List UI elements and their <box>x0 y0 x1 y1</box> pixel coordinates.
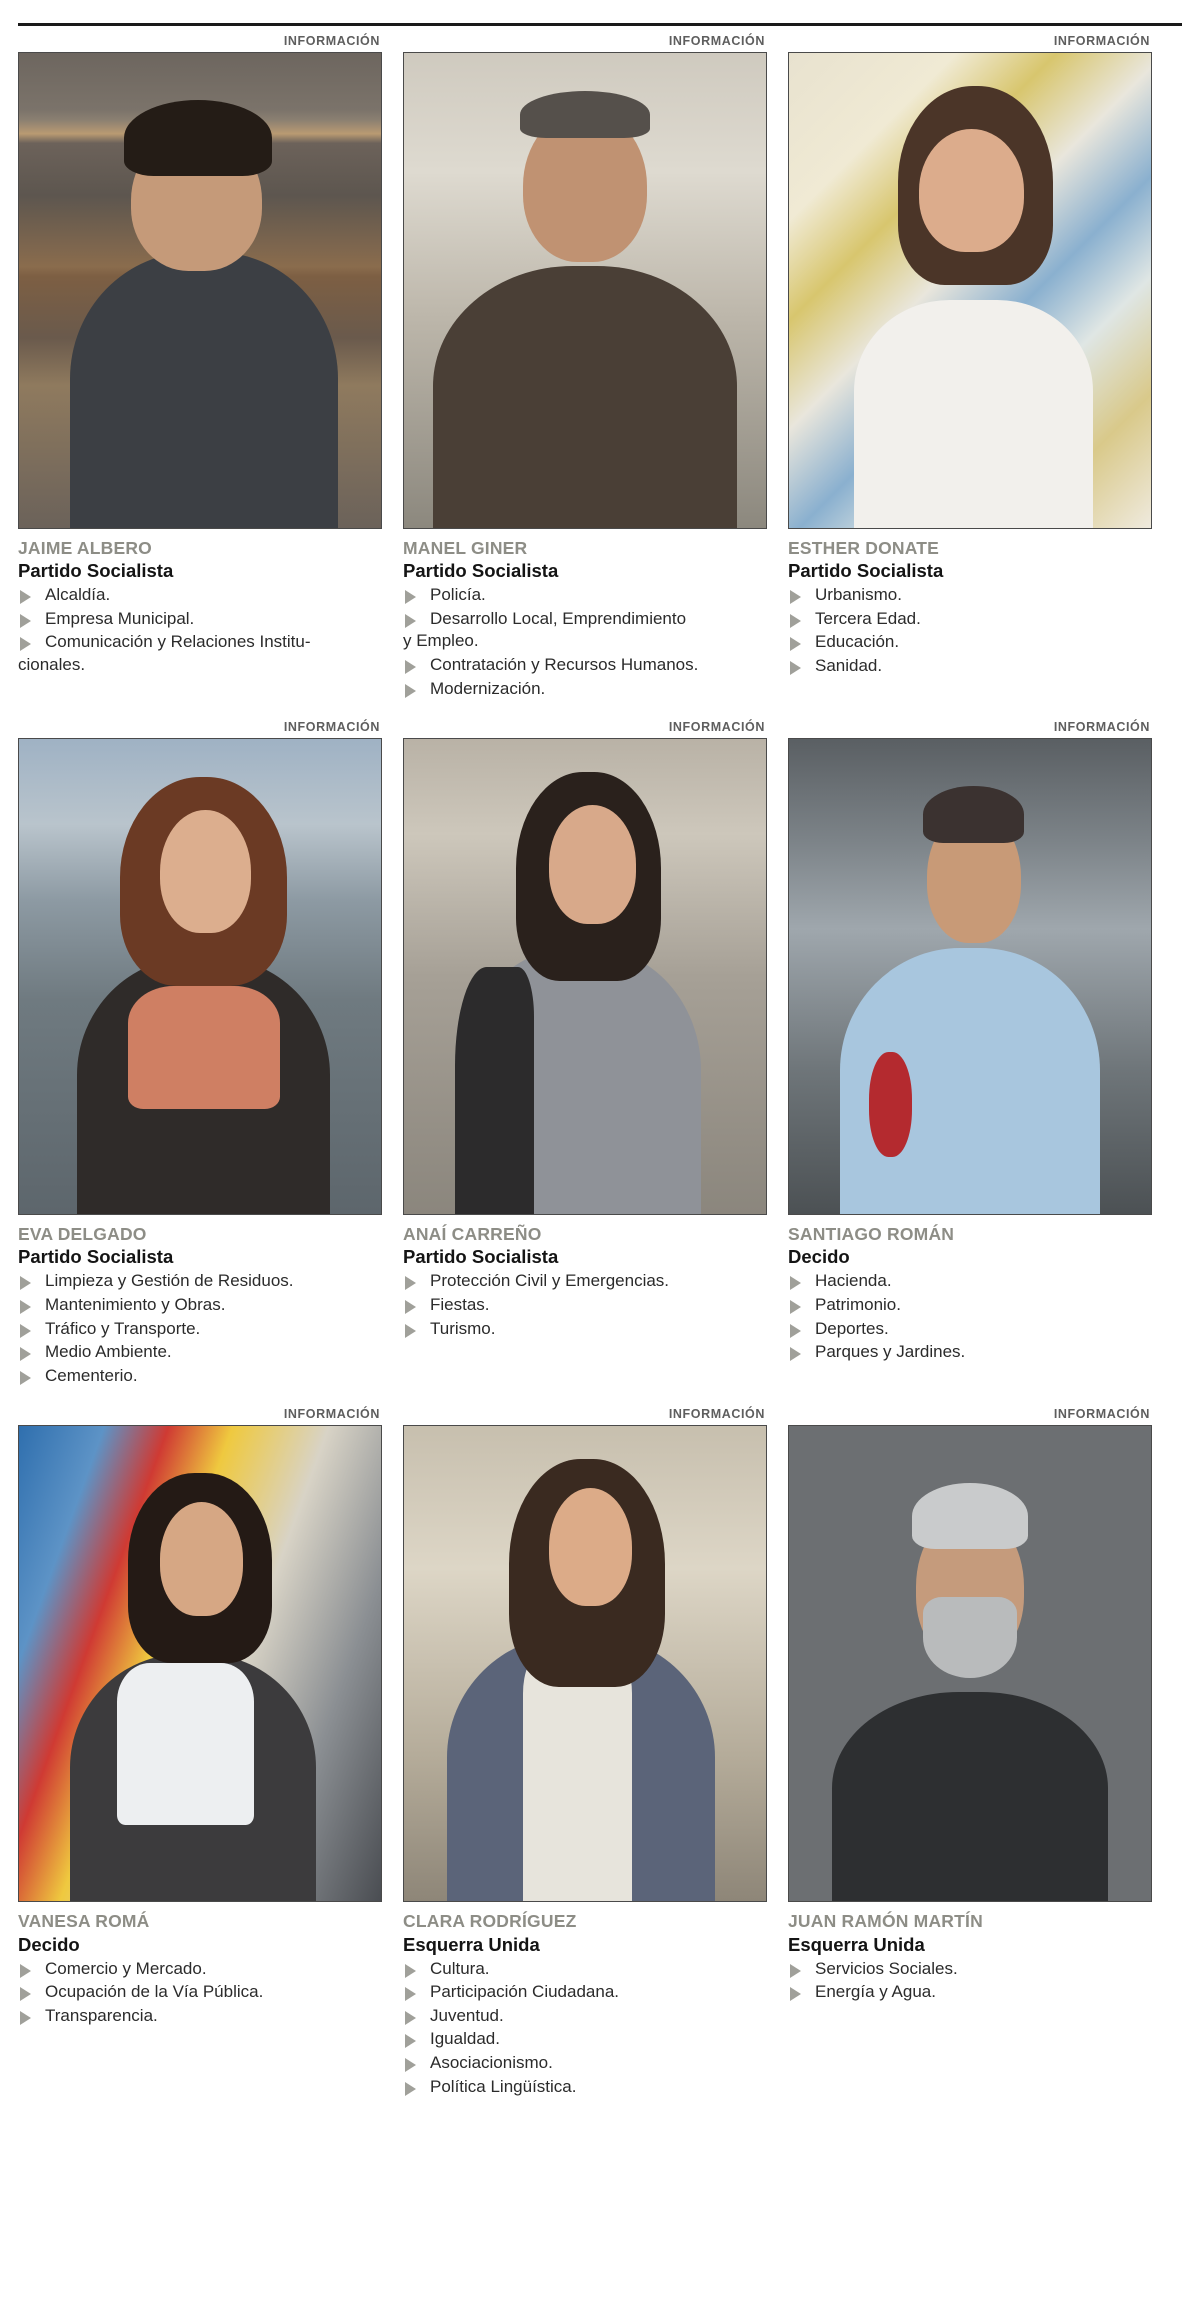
duty-item <box>403 584 767 607</box>
councillor-caption <box>18 1215 382 1388</box>
councillor-caption <box>788 1902 1152 2004</box>
photo-credit: INFORMACIÓN <box>668 34 765 48</box>
triangle-bullet-icon <box>405 2011 416 2025</box>
triangle-bullet-icon <box>405 1987 416 2001</box>
councillor-caption <box>788 529 1152 678</box>
councillor-card <box>18 35 382 701</box>
councillor-party: Esquerra Unida <box>403 1933 540 1955</box>
duty-label: Comunicación y Relaciones Institu- <box>45 632 311 652</box>
duty-label: Igualdad. <box>430 2029 500 2049</box>
councillor-party: Partido Socialista <box>403 1246 559 1268</box>
triangle-bullet-icon <box>20 1964 31 1978</box>
triangle-bullet-icon <box>790 1276 801 1290</box>
duty-label: Protección Civil y Emergencias. <box>430 1271 670 1291</box>
duty-item <box>788 1318 1152 1341</box>
councillor-photo <box>788 738 1152 1215</box>
duty-item <box>788 1270 1152 1293</box>
triangle-bullet-icon <box>20 1300 31 1314</box>
councillor-caption <box>403 1902 767 2098</box>
councillor-party: Partido Socialista <box>403 560 559 582</box>
duty-label: Sanidad. <box>815 656 883 675</box>
councillor-caption <box>788 1215 1152 1364</box>
duty-item <box>18 1365 382 1388</box>
triangle-bullet-icon <box>790 1324 801 1338</box>
duty-item <box>403 1270 767 1293</box>
triangle-bullet-icon <box>790 1300 801 1314</box>
councillor-photo <box>403 1425 767 1902</box>
duty-item <box>403 608 767 653</box>
duty-item <box>788 1294 1152 1317</box>
triangle-bullet-icon <box>405 2058 416 2072</box>
photo-credit: INFORMACIÓN <box>283 720 380 735</box>
triangle-bullet-icon <box>790 1987 801 2001</box>
duty-list <box>18 1270 382 1387</box>
councillor-party: Esquerra Unida <box>788 1933 925 1955</box>
duty-label: Contratación y Recursos Humanos. <box>430 655 699 674</box>
duty-label: Energía y Agua. <box>815 1982 936 2002</box>
triangle-bullet-icon <box>405 1964 416 1978</box>
councillor-card <box>18 721 382 1388</box>
duty-label: Turismo. <box>430 1318 496 1338</box>
duty-label: Educación. <box>815 632 900 652</box>
triangle-bullet-icon <box>20 1324 31 1338</box>
photo-credit: INFORMACIÓN <box>283 34 380 48</box>
councillor-caption <box>18 529 382 677</box>
duty-label: Mantenimiento y Obras. <box>45 1295 226 1314</box>
councillor-photo <box>788 52 1152 529</box>
duty-item <box>788 584 1152 607</box>
duty-item <box>403 1294 767 1317</box>
councillor-card <box>788 721 1152 1388</box>
triangle-bullet-icon <box>405 1324 416 1338</box>
triangle-bullet-icon <box>20 1371 31 1385</box>
triangle-bullet-icon <box>20 1276 31 1290</box>
councillor-caption <box>403 1215 767 1341</box>
duty-item <box>18 1341 382 1364</box>
duty-item <box>18 1294 382 1317</box>
councillor-card <box>403 35 767 701</box>
triangle-bullet-icon <box>405 2082 416 2096</box>
councillor-name: ESTHER DONATE <box>788 537 940 558</box>
councillor-party: Partido Socialista <box>18 560 174 582</box>
triangle-bullet-icon <box>405 590 416 604</box>
triangle-bullet-icon <box>20 637 31 651</box>
duty-list <box>18 1958 382 2028</box>
duty-item <box>788 1341 1152 1364</box>
councillor-photo <box>18 52 382 529</box>
duty-label: Medio Ambiente. <box>45 1342 172 1362</box>
duty-item <box>788 631 1152 654</box>
duty-continuation: y Empleo. <box>403 631 479 651</box>
duty-label: Ocupación de la Vía Pública. <box>45 1982 264 2002</box>
councillor-card <box>788 1408 1152 2099</box>
councillor-name: JUAN RAMÓN MARTÍN <box>788 1910 983 1931</box>
councillor-card <box>18 1408 382 2099</box>
duty-item <box>403 2005 767 2028</box>
duty-item <box>18 1981 382 2004</box>
duty-list <box>403 584 767 700</box>
triangle-bullet-icon <box>790 614 801 628</box>
duty-label: Limpieza y Gestión de Residuos. <box>45 1271 294 1291</box>
councillor-party: Decido <box>788 1246 850 1268</box>
duty-item <box>18 631 382 676</box>
duty-continuation: cionales. <box>18 655 86 674</box>
duty-label: Desarrollo Local, Emprendimiento <box>430 608 687 628</box>
councillor-name: ANAÍ CARREÑO <box>403 1223 542 1244</box>
triangle-bullet-icon <box>20 2011 31 2025</box>
duty-label: Alcaldía. <box>45 585 111 605</box>
photo-credit: INFORMACIÓN <box>283 1407 380 1422</box>
triangle-bullet-icon <box>20 1347 31 1361</box>
councillor-name: EVA DELGADO <box>18 1223 147 1244</box>
councillor-photo <box>403 738 767 1215</box>
triangle-bullet-icon <box>20 614 31 628</box>
photo-credit: INFORMACIÓN <box>668 1407 765 1422</box>
duty-list <box>403 1958 767 2099</box>
triangle-bullet-icon <box>405 660 416 674</box>
duty-label: Parques y Jardines. <box>815 1342 966 1362</box>
duty-list <box>403 1270 767 1340</box>
councillor-photo <box>18 1425 382 1902</box>
duty-item <box>18 608 382 631</box>
photo-credit: INFORMACIÓN <box>1053 720 1150 735</box>
photo-credit: INFORMACIÓN <box>668 720 765 735</box>
duty-item <box>788 608 1152 631</box>
duty-label: Servicios Sociales. <box>815 1958 958 1978</box>
duty-label: Juventud. <box>430 2005 504 2025</box>
duty-label: Participación Ciudadana. <box>430 1982 620 2002</box>
triangle-bullet-icon <box>20 1987 31 2001</box>
duty-item <box>403 2028 767 2051</box>
councillor-name: SANTIAGO ROMÁN <box>788 1223 955 1244</box>
photo-credit: INFORMACIÓN <box>1053 1407 1150 1422</box>
triangle-bullet-icon <box>790 1964 801 1978</box>
duty-list <box>18 584 382 676</box>
triangle-bullet-icon <box>20 590 31 604</box>
photo-credit: INFORMACIÓN <box>1053 34 1150 48</box>
duty-label: Tercera Edad. <box>815 608 921 628</box>
duty-item <box>18 2005 382 2028</box>
councillor-photo <box>788 1425 1152 1902</box>
triangle-bullet-icon <box>790 1347 801 1361</box>
councillor-party: Decido <box>18 1933 80 1955</box>
duty-label: Modernización. <box>430 678 546 698</box>
triangle-bullet-icon <box>790 661 801 675</box>
duty-item <box>788 655 1152 678</box>
councillor-card-grid <box>18 35 1182 2119</box>
councillor-photo <box>18 738 382 1215</box>
duty-item <box>18 584 382 607</box>
duty-label: Cementerio. <box>45 1365 138 1385</box>
duty-item <box>403 678 767 701</box>
duty-item <box>788 1958 1152 1981</box>
councillor-name: MANEL GINER <box>403 537 528 558</box>
duty-item <box>403 2052 767 2075</box>
duty-list <box>788 1270 1152 1363</box>
duty-item <box>18 1318 382 1341</box>
triangle-bullet-icon <box>790 590 801 604</box>
triangle-bullet-icon <box>405 1276 416 1290</box>
duty-label: Cultura. <box>430 1958 490 1978</box>
councillor-card <box>403 1408 767 2099</box>
triangle-bullet-icon <box>790 637 801 651</box>
councillor-name: CLARA RODRÍGUEZ <box>403 1910 577 1931</box>
councillor-photo <box>403 52 767 529</box>
duty-item <box>18 1270 382 1293</box>
duty-label: Política Lingüística. <box>430 2076 577 2096</box>
councillor-party: Partido Socialista <box>18 1246 174 1268</box>
duty-label: Patrimonio. <box>815 1295 901 1314</box>
duty-list <box>788 584 1152 677</box>
duty-label: Policía. <box>430 585 486 605</box>
duty-label: Asociacionismo. <box>430 2053 553 2073</box>
duty-item <box>18 1958 382 1981</box>
duty-item <box>403 2076 767 2099</box>
triangle-bullet-icon <box>405 1300 416 1314</box>
councillor-card <box>403 721 767 1388</box>
duty-label: Comercio y Mercado. <box>45 1958 207 1978</box>
councillor-card <box>788 35 1152 701</box>
triangle-bullet-icon <box>405 2034 416 2048</box>
councillor-caption <box>18 1902 382 2028</box>
triangle-bullet-icon <box>405 614 416 628</box>
duty-label: Tráfico y Transporte. <box>45 1318 201 1338</box>
duty-label: Fiestas. <box>430 1295 490 1314</box>
duty-label: Urbanismo. <box>815 585 902 605</box>
duty-item <box>403 1981 767 2004</box>
councillor-caption <box>403 529 767 701</box>
duty-item <box>403 1958 767 1981</box>
councillor-party: Partido Socialista <box>788 560 944 582</box>
duty-list <box>788 1958 1152 2004</box>
header-rule <box>18 23 1182 26</box>
duty-item <box>403 1318 767 1341</box>
duty-item <box>403 654 767 677</box>
councillor-name: JAIME ALBERO <box>18 537 152 558</box>
duty-label: Empresa Municipal. <box>45 608 195 628</box>
duty-label: Deportes. <box>815 1318 889 1338</box>
triangle-bullet-icon <box>405 684 416 698</box>
duty-label: Transparencia. <box>45 2005 158 2025</box>
duty-item <box>788 1981 1152 2004</box>
councillor-name: VANESA ROMÁ <box>18 1910 150 1931</box>
duty-label: Hacienda. <box>815 1271 892 1291</box>
